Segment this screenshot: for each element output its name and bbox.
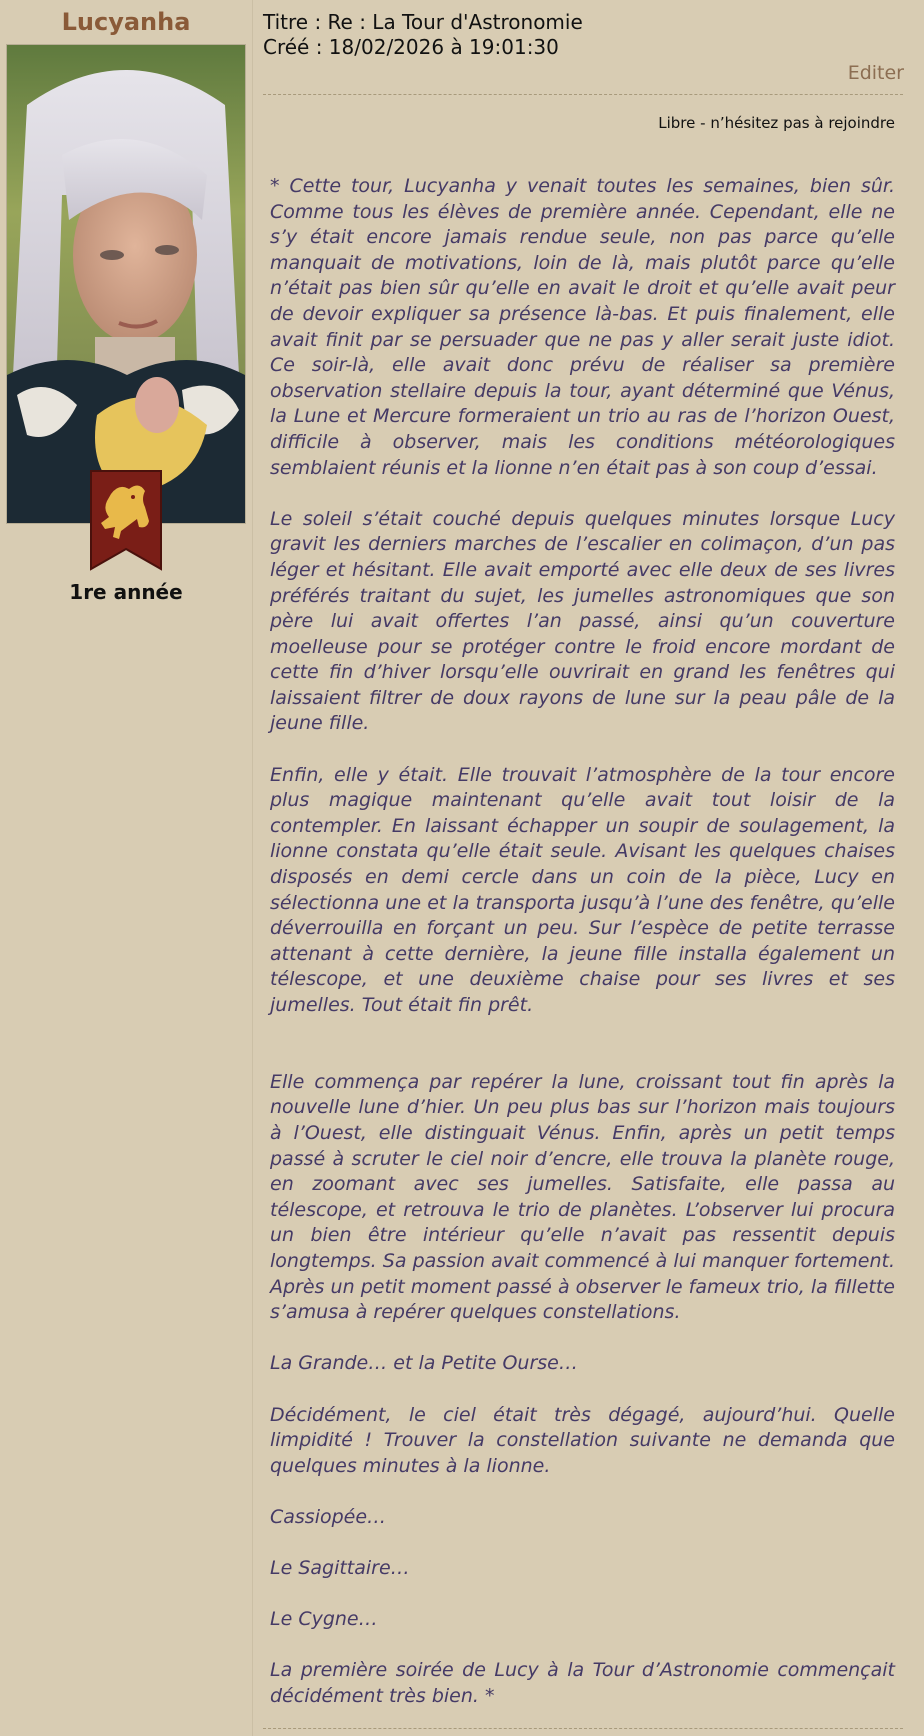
lion-crest-icon xyxy=(89,469,163,571)
post-paragraph: Enfin, elle y était. Elle trouvait l’atmosphère de la tour encore plus magique maintenant qu’elle avait tout loisir de la contempler. En laissant échapper un soupir de soulagement, la lionne constata qu’elle était seule. Avisant les quelques chaises disposés en demi cercle dans un coin de la pièce, Lucy en sélectionna une et la transporta jusqu’à l’une des fenêtre, qu’elle déverrouilla en forçant un peu. Sur l’espèce de petite terrasse attenant à cette dernière, la jeune fille installa également un télescope, et une deuxième chaise pour ses livres et ses jumelles. Tout était fin prêt. xyxy=(270,763,895,1016)
post-paragraph: Le soleil s’était couché depuis quelques minutes lorsque Lucy gravit les derniers marches de l’escalier en colimaçon, d’un pas léger et hésitant. Elle avait emporté avec elle deux de ses livres préférés traitant du sujet, les jumelles astronomiques que son père lui avait offertes l’an passé, ainsi qu’un couverture moelleuse pour se protéger contre le froid encore mordant de cette fin d’hiver lorsqu’elle ouvrirait en grand les fenêtres qui laissaient filtrer de doux rayons de lune sur la peau pâle de la jeune fille. xyxy=(270,507,895,735)
post-paragraph: Le Cygne… xyxy=(270,1608,378,1631)
edit-button[interactable]: Editer xyxy=(847,62,904,84)
divider-bottom xyxy=(263,1728,903,1729)
topic-created: Créé : 18/02/2026 à 19:01:30 xyxy=(263,35,559,59)
avatar xyxy=(6,44,246,524)
avatar-portrait xyxy=(7,45,245,523)
post-paragraph: Le Sagittaire… xyxy=(270,1557,410,1580)
status-text: Libre - n’hésitez pas à rejoindre xyxy=(658,114,895,132)
post-paragraph: Elle commença par repérer la lune, croissant tout fin après la nouvelle lune d’hier. Un peu plus bas sur l’horizon mais toujours à l’Ouest, elle distinguait Vénus. Enfin, après un petit temps passé à scruter le ciel noir d’encre, elle trouva la planète rouge, en zoomant avec ses jumelles. Satisfaite, elle passa au télescope, et retrouva le trio de planètes. L’observer lui procura un bien être intérieur qu’elle n’avait pas ressentit depuis longtemps. Sa passion avait commencé à lui manquer fortement. Après un petit moment passé à observer le fameux trio, la fillette s’amusa à repérer quelques constellations. xyxy=(270,1070,895,1324)
divider-top xyxy=(263,94,903,95)
author-sidebar xyxy=(0,0,253,1736)
post-paragraph: * Cette tour, Lucyanha y venait toutes les semaines, bien sûr. Comme tous les élèves de première année. Cependant, elle ne s’y était encore jamais rendue seule, non pas parce qu’elle manquait de motivations, loin de là, mais plutôt parce qu’elle n’était pas bien sûr qu’elle en avait le droit et qu’elle avait peur de devoir expliquer sa présence là-bas. Et puis finalement, elle avait finit par se persuader que ne pas y aller serait juste idiot. Ce soir-là, elle avait donc prévu de réaliser sa première observation stellaire depuis la tour, ayant déterminé que Vénus, la Lune et Mercure formeraient un trio au ras de l’horizon Ouest, difficile à observer, mais les conditions météorologiques semblaient réunis et la lionne n’en était pas à son coup d’essai. xyxy=(270,175,895,479)
post-paragraph: La première soirée de Lucy à la Tour d’Astronomie commençait décidément très bien. * xyxy=(270,1659,895,1708)
author-name[interactable]: Lucyanha xyxy=(61,8,191,36)
author-year: 1re année xyxy=(69,580,183,604)
post-paragraph: Cassiopée… xyxy=(270,1505,387,1528)
post-paragraph: La Grande… et la Petite Ourse… xyxy=(270,1352,578,1375)
topic-title: Titre : Re : La Tour d'Astronomie xyxy=(263,10,583,34)
post-body xyxy=(270,174,895,1710)
post-paragraph: Décidément, le ciel était très dégagé, aujourd’hui. Quelle limpidité ! Trouver la constellation suivante ne demanda que quelques minutes à la lionne. xyxy=(270,1403,895,1477)
